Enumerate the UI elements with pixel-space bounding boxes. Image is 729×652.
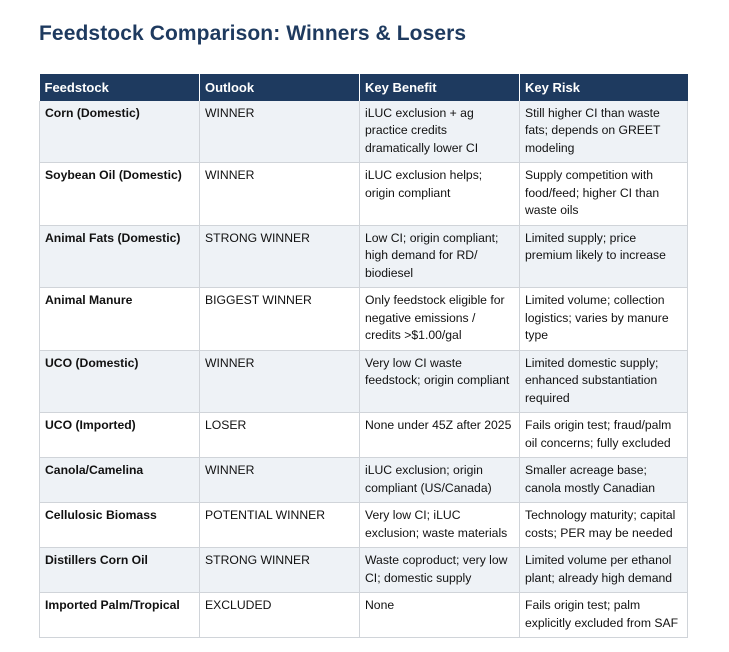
cell-key-benefit: iLUC exclusion; origin compliant (US/Canada) bbox=[360, 458, 520, 503]
table-row bbox=[40, 288, 688, 351]
cell-outlook: WINNER bbox=[200, 101, 360, 163]
cell-key-benefit: Very low CI waste feedstock; origin compliant bbox=[360, 350, 520, 413]
cell-key-risk: Limited supply; price premium likely to increase bbox=[520, 225, 688, 288]
cell-key-benefit: Very low CI; iLUC exclusion; waste materials bbox=[360, 503, 520, 548]
cell-key-benefit: Only feedstock eligible for negative emissions / credits >$1.00/gal bbox=[360, 288, 520, 351]
cell-key-risk: Still higher CI than waste fats; depends on GREET modeling bbox=[520, 101, 688, 163]
cell-outlook: WINNER bbox=[200, 350, 360, 413]
header-feedstock: Feedstock bbox=[40, 74, 200, 101]
table-row bbox=[40, 458, 688, 503]
cell-key-risk: Limited volume per ethanol plant; already high demand bbox=[520, 548, 688, 593]
table-row bbox=[40, 225, 688, 288]
cell-outlook: WINNER bbox=[200, 163, 360, 226]
table-row bbox=[40, 163, 688, 226]
cell-key-risk: Fails origin test; palm explicitly excluded from SAF bbox=[520, 593, 688, 638]
cell-key-risk: Fails origin test; fraud/palm oil concerns; fully excluded bbox=[520, 413, 688, 458]
cell-feedstock: Corn (Domestic) bbox=[40, 101, 200, 163]
cell-key-risk: Technology maturity; capital costs; PER may be needed bbox=[520, 503, 688, 548]
cell-feedstock: Animal Fats (Domestic) bbox=[40, 225, 200, 288]
cell-feedstock: Imported Palm/Tropical bbox=[40, 593, 200, 638]
cell-key-risk: Smaller acreage base; canola mostly Canadian bbox=[520, 458, 688, 503]
cell-key-risk: Limited domestic supply; enhanced substantiation required bbox=[520, 350, 688, 413]
table-row bbox=[40, 350, 688, 413]
cell-feedstock: Soybean Oil (Domestic) bbox=[40, 163, 200, 226]
feedstock-comparison-table bbox=[39, 74, 688, 638]
table-row bbox=[40, 593, 688, 638]
cell-outlook: STRONG WINNER bbox=[200, 548, 360, 593]
cell-outlook: EXCLUDED bbox=[200, 593, 360, 638]
cell-key-benefit: None under 45Z after 2025 bbox=[360, 413, 520, 458]
cell-outlook: BIGGEST WINNER bbox=[200, 288, 360, 351]
table-header-row bbox=[40, 74, 688, 101]
cell-key-risk: Supply competition with food/feed; higher CI than waste oils bbox=[520, 163, 688, 226]
cell-feedstock: Cellulosic Biomass bbox=[40, 503, 200, 548]
cell-outlook: STRONG WINNER bbox=[200, 225, 360, 288]
page-title: Feedstock Comparison: Winners & Losers bbox=[39, 22, 467, 45]
header-key-benefit: Key Benefit bbox=[360, 74, 520, 101]
cell-key-benefit: Waste coproduct; very low CI; domestic supply bbox=[360, 548, 520, 593]
cell-feedstock: Canola/Camelina bbox=[40, 458, 200, 503]
cell-outlook: LOSER bbox=[200, 413, 360, 458]
cell-feedstock: Animal Manure bbox=[40, 288, 200, 351]
cell-outlook: WINNER bbox=[200, 458, 360, 503]
table-row bbox=[40, 503, 688, 548]
table-row bbox=[40, 413, 688, 458]
table-row bbox=[40, 101, 688, 163]
cell-key-benefit: iLUC exclusion helps; origin compliant bbox=[360, 163, 520, 226]
cell-key-benefit: Low CI; origin compliant; high demand for RD/ biodiesel bbox=[360, 225, 520, 288]
cell-feedstock: UCO (Imported) bbox=[40, 413, 200, 458]
cell-feedstock: UCO (Domestic) bbox=[40, 350, 200, 413]
cell-feedstock: Distillers Corn Oil bbox=[40, 548, 200, 593]
cell-key-benefit: iLUC exclusion + ag practice credits dramatically lower CI bbox=[360, 101, 520, 163]
header-outlook: Outlook bbox=[200, 74, 360, 101]
table-row bbox=[40, 548, 688, 593]
cell-key-benefit: None bbox=[360, 593, 520, 638]
header-key-risk: Key Risk bbox=[520, 74, 688, 101]
cell-key-risk: Limited volume; collection logistics; varies by manure type bbox=[520, 288, 688, 351]
cell-outlook: POTENTIAL WINNER bbox=[200, 503, 360, 548]
